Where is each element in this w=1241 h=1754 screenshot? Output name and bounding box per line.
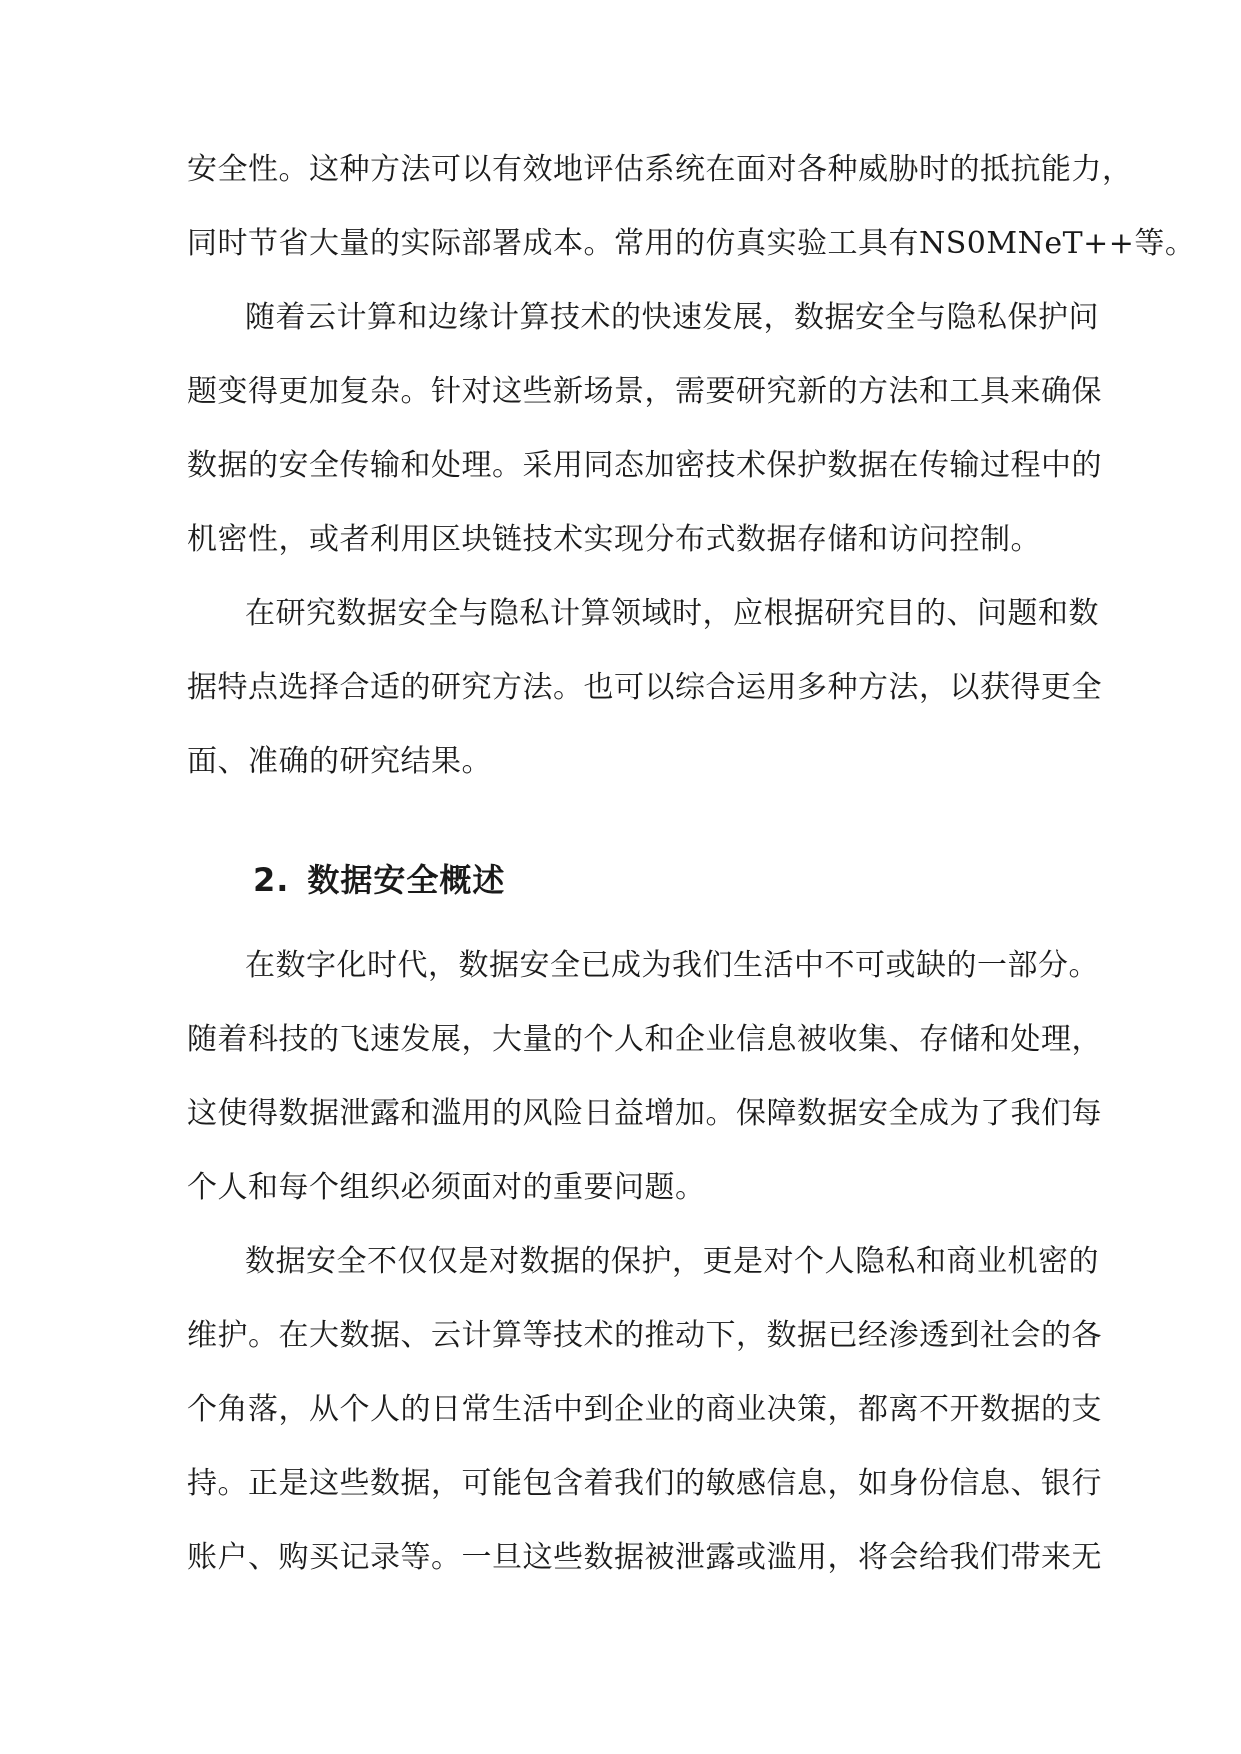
paragraph-4-line-2: 随着科技的飞速发展，大量的个人和企业信息被收集、存储和处理， bbox=[187, 1022, 1102, 1057]
section-title: 数据安全概述 bbox=[307, 861, 506, 899]
paragraph-2-line-1: 随着云计算和边缘计算技术的快速发展，数据安全与隐私保护问 bbox=[245, 300, 1099, 335]
paragraph-4-line-1: 在数字化时代，数据安全已成为我们生活中不可或缺的一部分。 bbox=[245, 948, 1099, 983]
section-heading bbox=[253, 858, 505, 902]
paragraph-3-line-3: 面、准确的研究结果。 bbox=[187, 744, 492, 779]
paragraph-5-line-1: 数据安全不仅仅是对数据的保护，更是对个人隐私和商业机密的 bbox=[245, 1244, 1099, 1279]
paragraph-4-line-4: 个人和每个组织必须面对的重要问题。 bbox=[187, 1170, 706, 1205]
paragraph-4-line-3: 这使得数据泄露和滥用的风险日益增加。保障数据安全成为了我们每 bbox=[187, 1096, 1102, 1131]
paragraph-1-line-2: 同时节省大量的实际部署成本。常用的仿真实验工具有NS0MNeT++等。 bbox=[187, 226, 1196, 261]
paragraph-2-line-3: 数据的安全传输和处理。采用同态加密技术保护数据在传输过程中的 bbox=[187, 448, 1102, 483]
paragraph-5-line-2: 维护。在大数据、云计算等技术的推动下，数据已经渗透到社会的各 bbox=[187, 1318, 1102, 1353]
paragraph-5-line-3: 个角落，从个人的日常生活中到企业的商业决策，都离不开数据的支 bbox=[187, 1392, 1102, 1427]
paragraph-2-line-2: 题变得更加复杂。针对这些新场景，需要研究新的方法和工具来确保 bbox=[187, 374, 1102, 409]
section-number: 2. bbox=[253, 861, 290, 899]
paragraph-5-line-4: 持。正是这些数据，可能包含着我们的敏感信息，如身份信息、银行 bbox=[187, 1466, 1102, 1501]
paragraph-3-line-1: 在研究数据安全与隐私计算领域时，应根据研究目的、问题和数 bbox=[245, 596, 1099, 631]
paragraph-1-line-1: 安全性。这种方法可以有效地评估系统在面对各种威胁时的抵抗能力， bbox=[187, 152, 1133, 187]
paragraph-2-line-4: 机密性，或者利用区块链技术实现分布式数据存储和访问控制。 bbox=[187, 522, 1041, 557]
paragraph-3-line-2: 据特点选择合适的研究方法。也可以综合运用多种方法，以获得更全 bbox=[187, 670, 1102, 705]
paragraph-5-line-5: 账户、购买记录等。一旦这些数据被泄露或滥用，将会给我们带来无 bbox=[187, 1540, 1102, 1575]
